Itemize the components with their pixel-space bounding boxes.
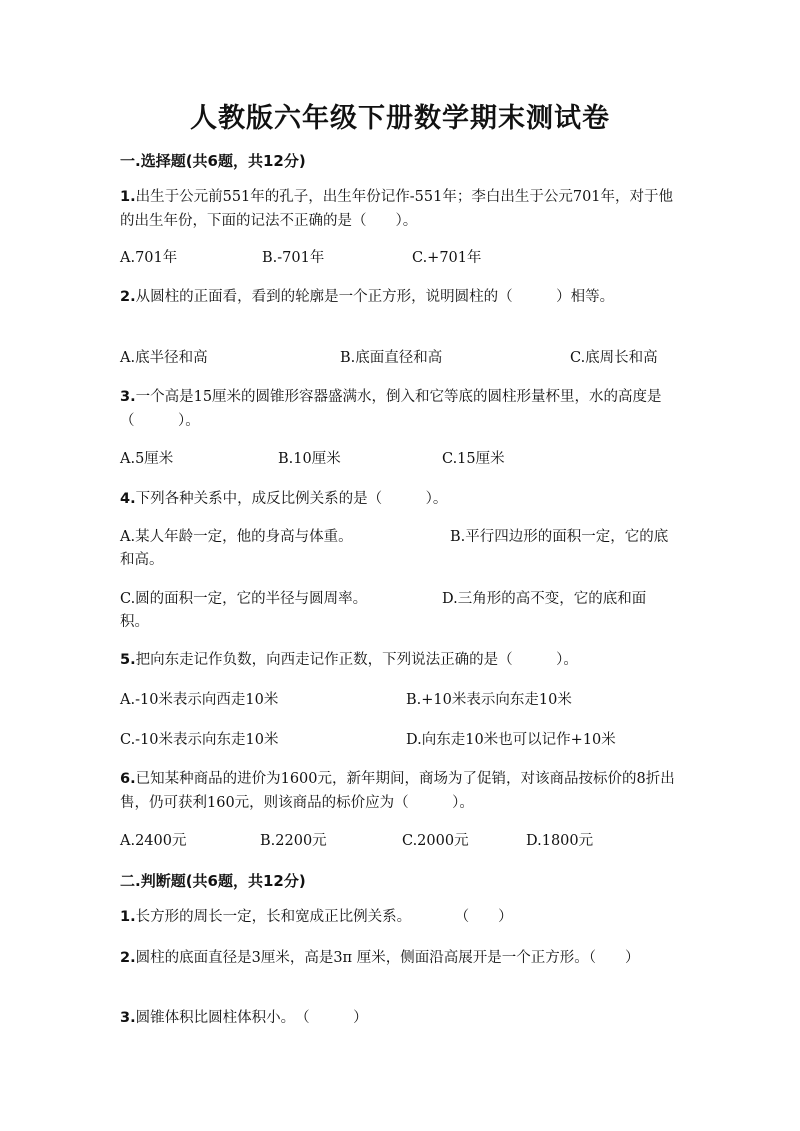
question-text: 把向东走记作负数，向西走记作正数，下列说法正确的是（ ）。: [135, 652, 578, 668]
option-a: A.5厘米: [120, 451, 174, 467]
option-c: C.15厘米: [442, 451, 505, 467]
option-c: C.圆的面积一定，它的半径与圆周率。: [120, 591, 368, 607]
question-number: 3.: [120, 1010, 136, 1026]
question-number: 2.: [120, 289, 136, 305]
judgement-2: [120, 946, 680, 970]
question-text: 下列各种关系中，成反比例关系的是（ ）。: [135, 491, 448, 507]
question-text: 长方形的周长一定，长和宽成正比例关系。 （ ）: [135, 909, 513, 925]
question-text: 一个高是15厘米的圆锥形容器盛满水，倒入和它等底的圆柱形量杯里，水的高度是（ ）。: [120, 389, 662, 429]
option-b: B.-701年: [262, 250, 325, 266]
option-a: A.701年: [120, 250, 178, 266]
option-a: A.-10米表示向西走10米: [120, 692, 279, 708]
question-1: [120, 185, 680, 233]
option-c: C.-10米表示向东走10米: [120, 732, 279, 748]
option-a: A.底半径和高: [120, 350, 208, 366]
question-number: 5.: [120, 652, 136, 668]
option-c: C.+701年: [412, 250, 482, 266]
question-text: 圆柱的底面直径是3厘米，高是3π 厘米，侧面沿高展开是一个正方形。（ ）: [135, 950, 640, 966]
option-d: D.三角形的高不变，它的底和面积。: [120, 591, 647, 630]
option-b: B.10厘米: [278, 451, 341, 467]
question-number: 2.: [120, 950, 136, 966]
question-6: [120, 767, 680, 815]
judgement-1: [120, 905, 680, 929]
option-b: B.2200元: [260, 833, 327, 849]
question-number: 1.: [120, 909, 136, 925]
option-d: D.1800元: [526, 833, 594, 849]
section-heading-judgement: 二.判断题(共6题，共12分): [120, 872, 306, 890]
question-text: 已知某种商品的进价为1600元，新年期间，商场为了促销，对该商品按标价的8折出售，仍可获利160元，则该商品的标价应为（ ）。: [120, 771, 675, 811]
question-2: [120, 285, 680, 309]
option-c: C.2000元: [402, 833, 469, 849]
question-text: 圆锥体积比圆柱体积小。 （ ）: [135, 1010, 368, 1026]
page-title: 人教版六年级下册数学期末测试卷: [190, 103, 610, 134]
option-b: B.底面直径和高: [340, 350, 443, 366]
option-b: B.+10米表示向东走10米: [406, 692, 572, 708]
option-c: C.底周长和高: [570, 350, 658, 366]
option-a: A.2400元: [120, 833, 187, 849]
option-d: D.向东走10米也可以记作+10米: [406, 732, 616, 748]
question-number: 6.: [120, 771, 136, 787]
question-3: [120, 385, 680, 433]
question-number: 1.: [120, 189, 136, 205]
question-number: 3.: [120, 389, 136, 405]
question-5: [120, 648, 680, 672]
question-text: 从圆柱的正面看，看到的轮廓是一个正方形，说明圆柱的（ ）相等。: [135, 289, 615, 305]
section-heading-choice: 一.选择题(共6题，共12分): [120, 152, 306, 170]
option-b: B.平行四边形的面积一定，它的底和高。: [120, 529, 669, 568]
question-text: 出生于公元前551年的孔子，出生年份记作-551年；李白出生于公元701年，对于他的出生年份，下面的记法不正确的是（ ）。: [120, 189, 674, 229]
option-a: A.某人年龄一定，他的身高与体重。: [120, 529, 353, 545]
question-number: 4.: [120, 491, 136, 507]
question-4: [120, 487, 680, 511]
judgement-3: [120, 1006, 680, 1030]
